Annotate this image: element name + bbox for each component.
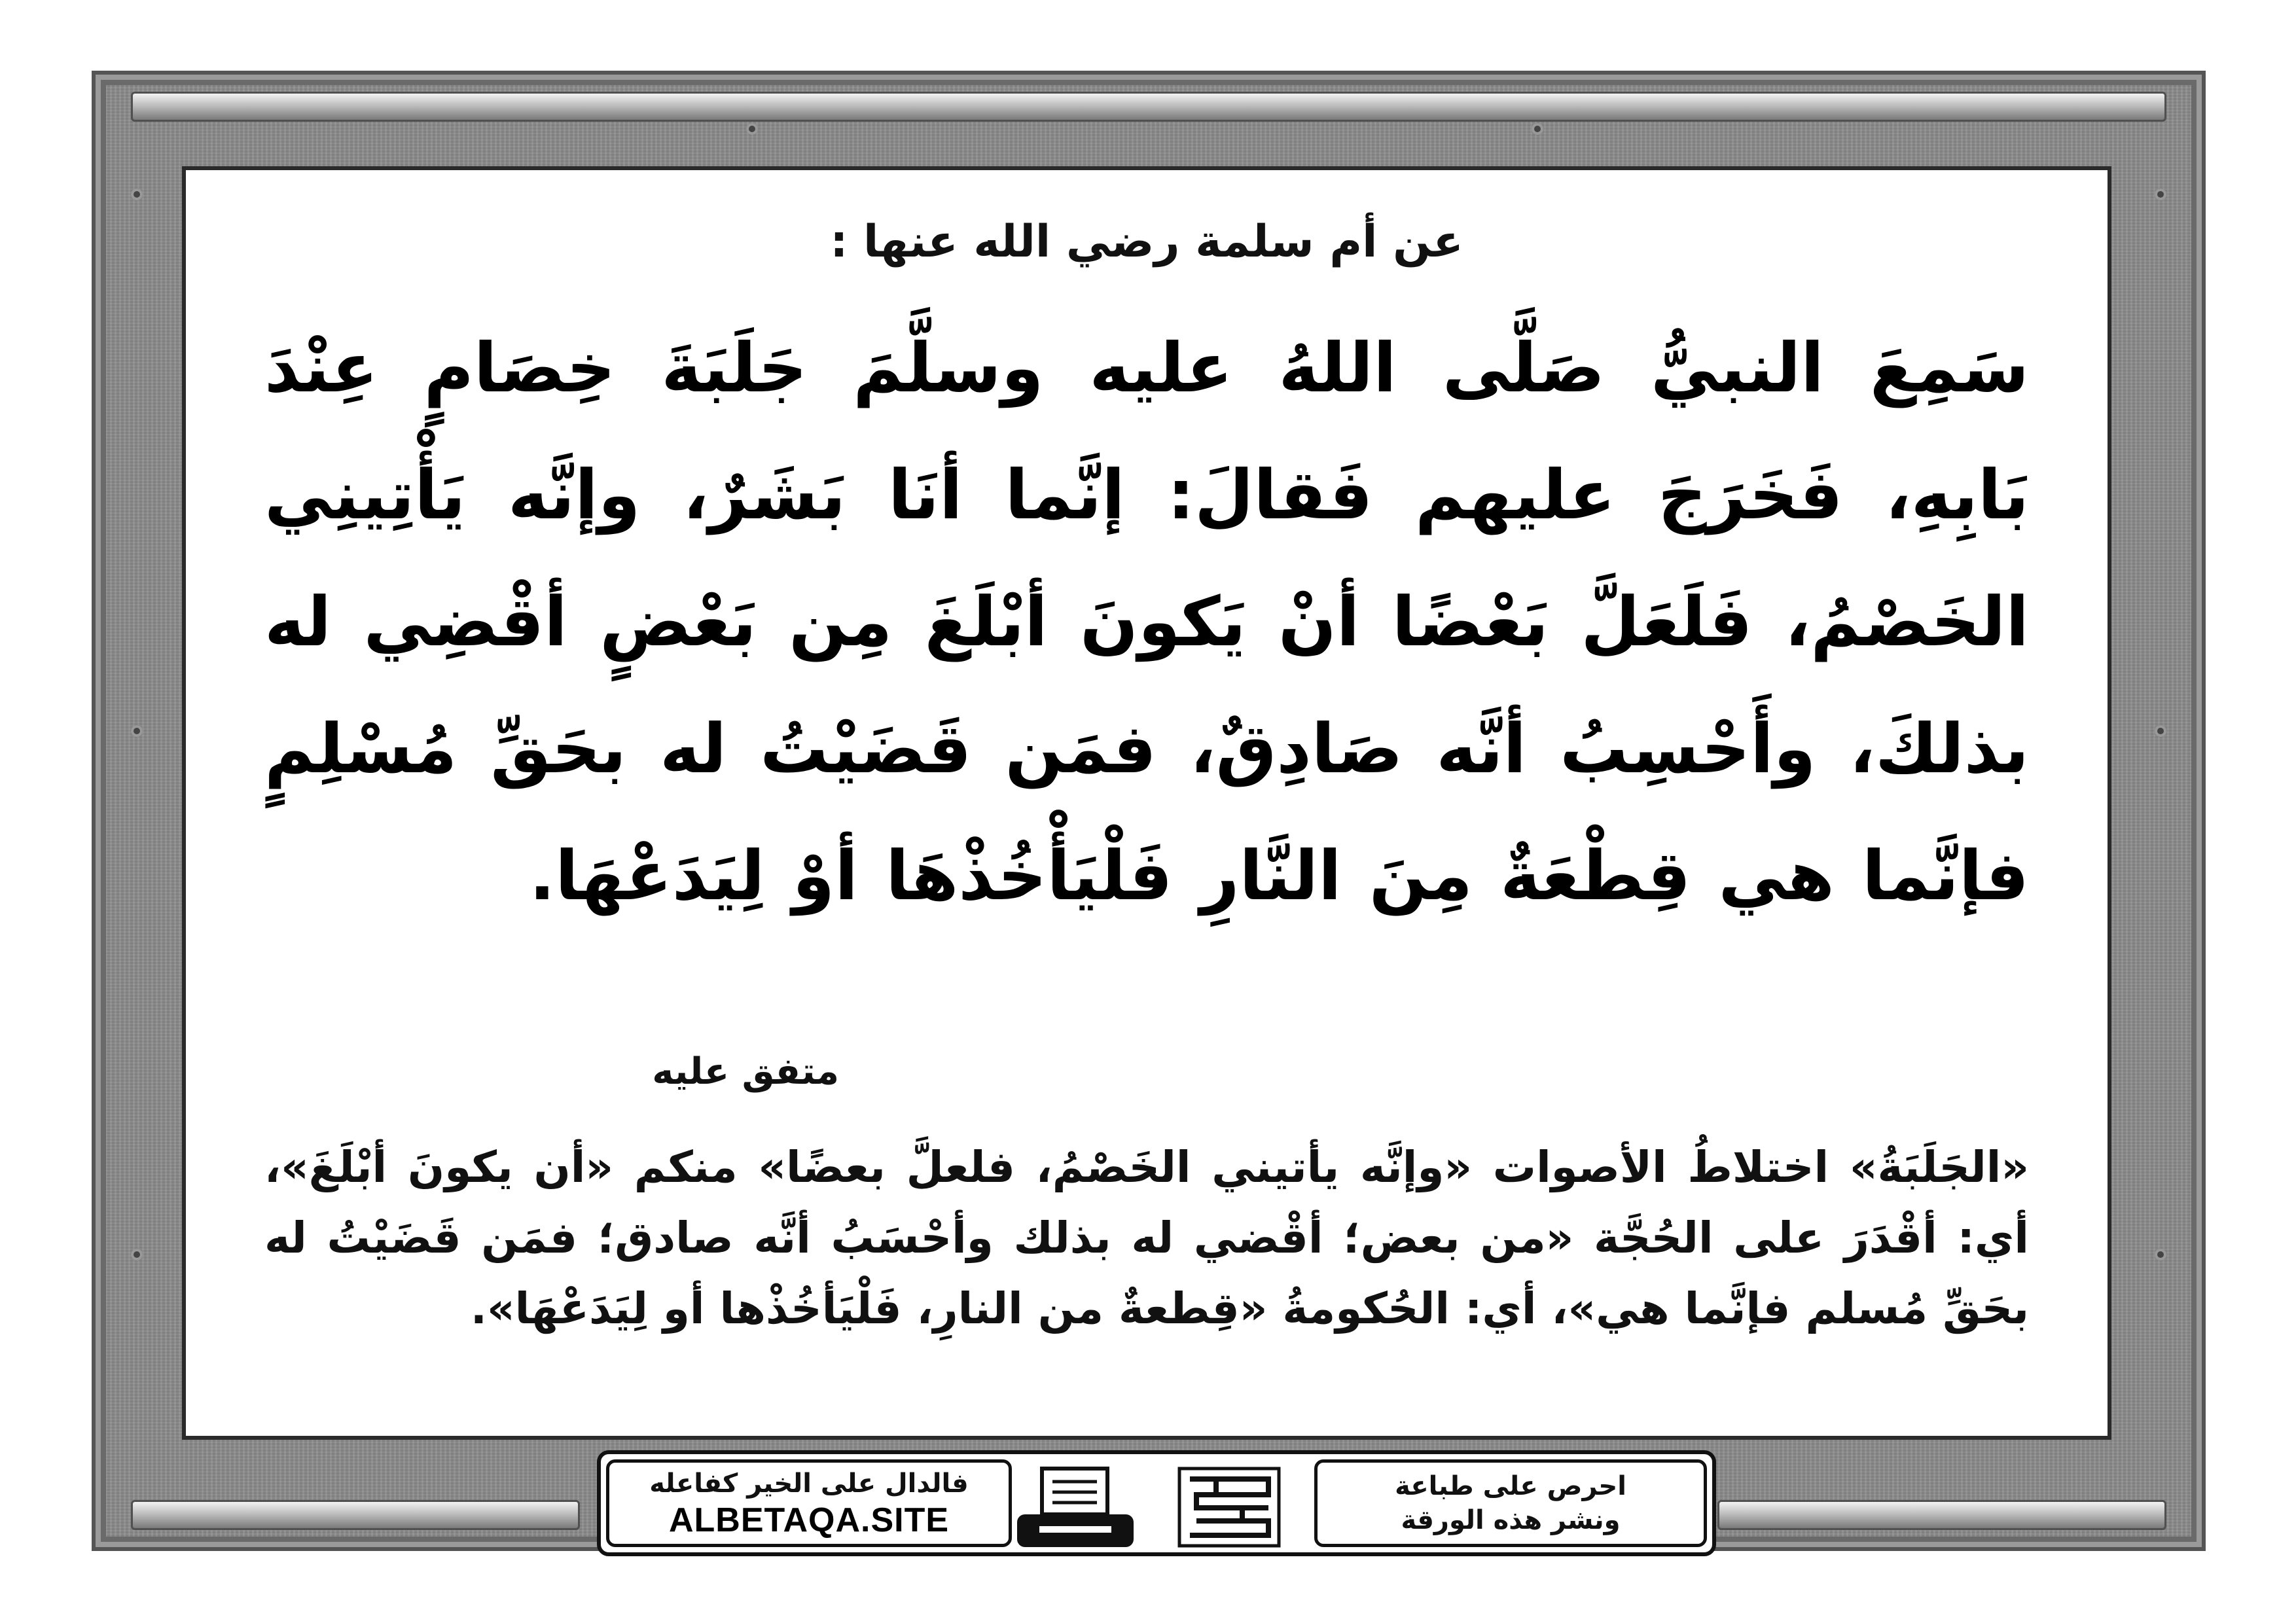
frame-stud (1532, 123, 1543, 135)
site-box (606, 1459, 1012, 1547)
site-url[interactable]: ALBETAQA.SITE (668, 1501, 950, 1539)
frame-stud (131, 1249, 143, 1260)
narrator-line: عن أم سلمة رضي الله عنها : (830, 216, 1463, 268)
frame-rail-top (131, 92, 2166, 122)
explanation-text: «الجَلَبَةُ» اختلاطُ الأصوات «وإنَّه يأتيني الخَصْمُ، فلعلَّ بعضًا» منكم «أن يكونَ أبْلَغَ»، أي: أقْدَرَ على الحُجَّة «من بعض؛ أقْضي له بذلك وأحْسَبُ أنَّه صادق؛ فمَن قَضَيْتُ له بحَقِّ مُسلم فإنَّما هي»، أي: الحُكومةُ «قِطعةٌ من النارِ، فَلْيَأخُذْها أو لِيَدَعْهَا». (264, 1142, 2029, 1334)
content-panel (182, 166, 2111, 1440)
hadith-text: سَمِعَ النبيُّ صَلَّى اللهُ عليه وسلَّمَ جَلَبَةَ خِصَامٍ عِنْدَ بَابِهِ، فَخَرَجَ عليهم فَقالَ: إنَّما أنَا بَشَرٌ، وإنَّه يَأْتِينِي الخَصْمُ، فَلَعَلَّ بَعْضًا أنْ يَكونَ أبْلَغَ مِن بَعْضٍ أقْضِي له بذلكَ، وأَحْسِبُ أنَّه صَادِقٌ، فمَن قَضَيْتُ له بحَقِّ مُسْلِمٍ فإنَّما هي قِطْعَةٌ مِنَ النَّارِ فَلْيَأْخُذْهَا أوْ لِيَدَعْهَا. (264, 328, 2029, 916)
print-reminder-line1: احرص على طباعة (1395, 1471, 1626, 1501)
card-content (186, 170, 2108, 1436)
frame-stud (2155, 188, 2166, 200)
frame-stud (2155, 1249, 2166, 1260)
frame-rail-bottom-right (1717, 1500, 2166, 1530)
printer-icon (1013, 1466, 1138, 1551)
print-reminder-line2: ونشر هذه الورقة (1401, 1505, 1621, 1535)
print-reminder-box (1314, 1459, 1707, 1547)
frame-stud (131, 188, 143, 200)
footer-banner (597, 1450, 1716, 1556)
site-tagline: فالدال على الخير كفاعله (649, 1469, 969, 1499)
frame-stud (2155, 725, 2166, 737)
frame-stud (131, 725, 143, 737)
frame-rail-bottom-left (131, 1500, 580, 1530)
source-reference: متفق عليه (652, 1050, 839, 1093)
frame-stud (746, 123, 758, 135)
dawa-paper-logo-icon (1177, 1466, 1282, 1548)
